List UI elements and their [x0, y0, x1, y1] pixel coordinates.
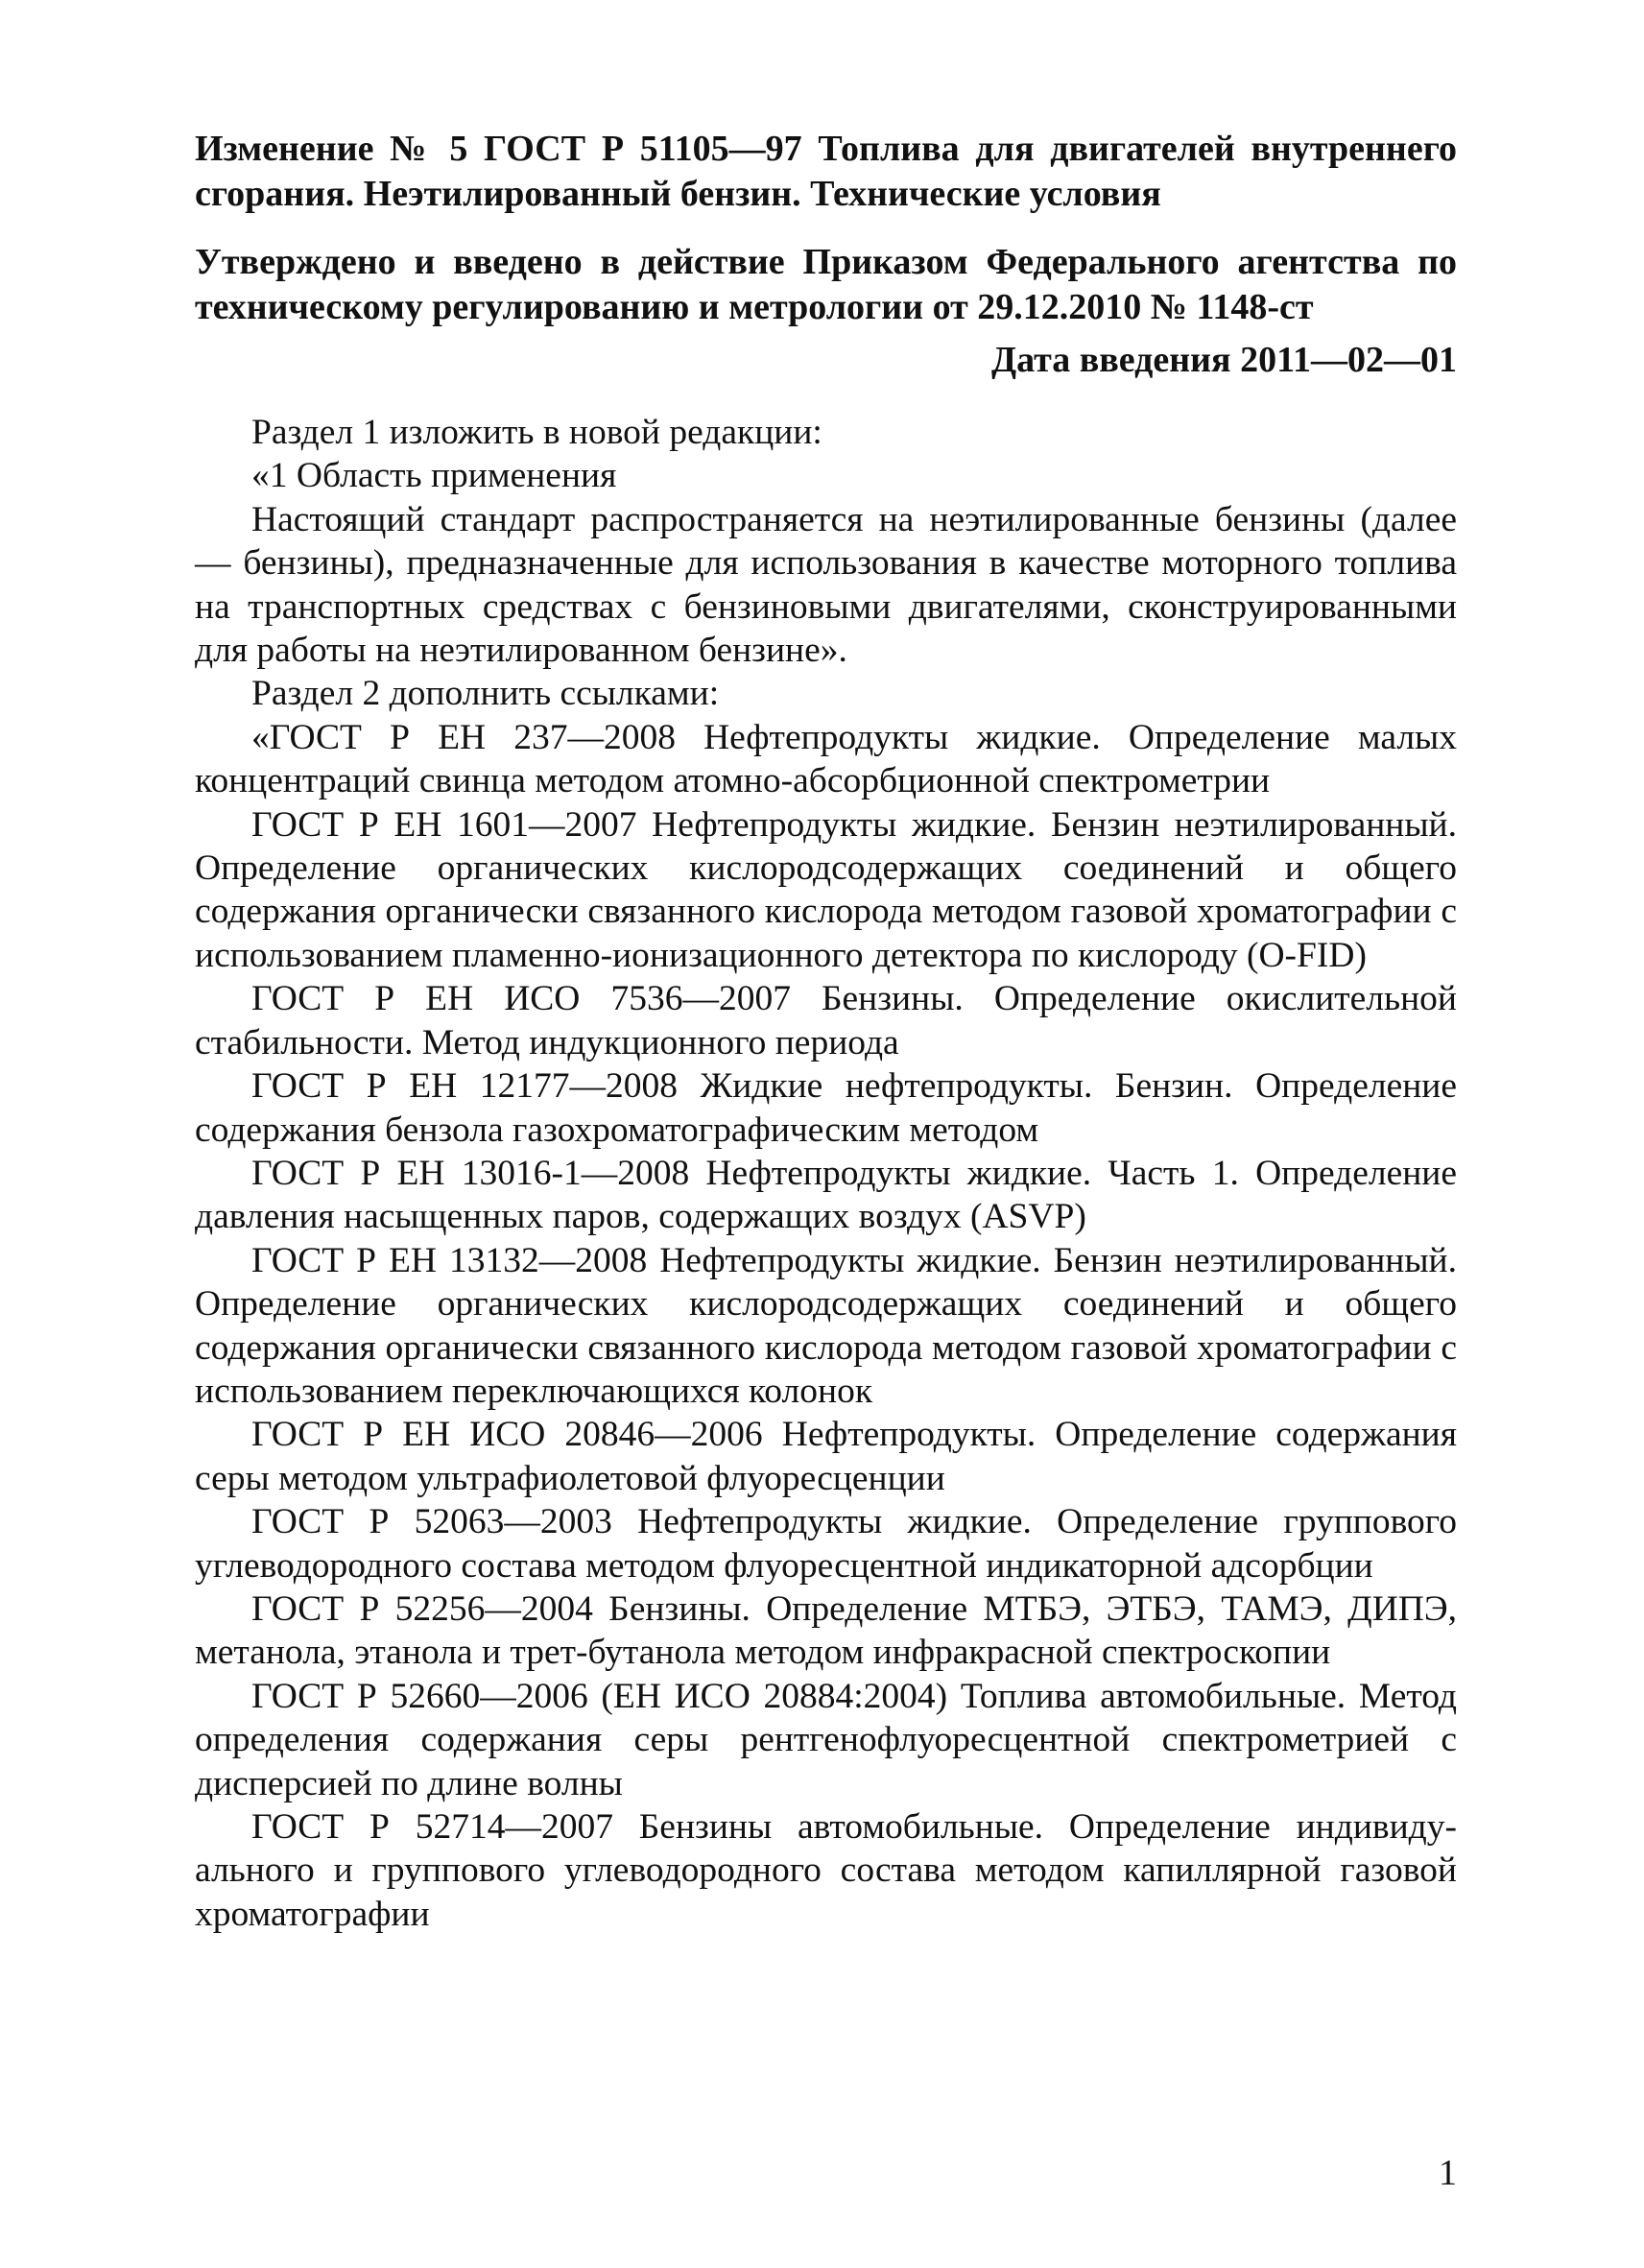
page-number: 1: [1439, 2153, 1457, 2193]
paragraph: «1 Область применения: [251, 456, 617, 496]
reference-item: ГОСТ Р 52660—2006 (ЕН ИСО 20884:2004) Топлива автомобильные. Метод определения содержания серы рентгенофлуоресцентной спектрометрией с дисперсией по длине волны: [195, 1676, 1457, 1803]
reference-item: «ГОСТ Р ЕН 237—2008 Нефтепродукты жидкие. Определение малых концентраций свинца методом атомно-абсорбционной спектрометрии: [195, 717, 1457, 801]
paragraph: Настоящий стандарт распространяется на неэтилированные бензины (далее — бензины), предназначенные для использования в качестве моторного топлива на транспортных средствах с бензиновыми двигателями, сконструированными для работы на неэтилированном бензине».: [195, 499, 1457, 671]
reference-item: ГОСТ Р ЕН 1601—2007 Нефтепродукты жидкие. Бензин неэтилированный. Определение органических кислородсодержащих соединений и общего содержания органически связанного кислорода методом газовой хроматографии с использованием пламенно-ионизационного детектора по кислороду (O-FID): [195, 804, 1457, 975]
reference-item: ГОСТ Р ЕН ИСО 20846—2006 Нефтепродукты. Определение содержания серы методом ультрафиолетовой флуоресценции: [195, 1415, 1457, 1498]
reference-item: ГОСТ Р 52063—2003 Нефтепродукты жидкие. Определение группового углеводородного состава методом флуоресцентной индикаторной адсорбции: [195, 1502, 1457, 1586]
reference-item: ГОСТ Р ЕН 12177—2008 Жидкие нефтепродукты. Бензин. Определение содержания бензола газохроматографическим методом: [195, 1066, 1457, 1150]
effective-date: Дата введения 2011—02—01: [990, 340, 1457, 380]
reference-item: ГОСТ Р ЕН 13132—2008 Нефтепродукты жидкие. Бензин неэтилированный. Определение органических кислородсодержащих соединений и общего содержания органически связанного кислорода методом газовой хроматографии с использованием переключающихся колонок: [195, 1240, 1457, 1411]
reference-item: ГОСТ Р 52256—2004 Бензины. Определение МТБЭ, ЭТБЭ, ТАМЭ, ДИПЭ, метанола, этанола и трет-бутанола методом инфракрасной спектроскопии: [195, 1588, 1457, 1673]
paragraph: Раздел 1 изложить в новой редакции:: [251, 413, 822, 452]
document-header: [195, 127, 1457, 383]
approval-statement: Утверждено и введено в действие Приказом Федерального агентства по техническому регулированию и метрологии от 29.12.2010 № 1148-ст: [195, 242, 1457, 327]
reference-item: ГОСТ Р ЕН 13016-1—2008 Нефтепродукты жидкие. Часть 1. Определение давления насыщенных паров, содержащих воздух (ASVP): [195, 1153, 1457, 1237]
reference-item: ГОСТ Р ЕН ИСО 7536—2007 Бензины. Определение окислительной стабильности. Метод индукционного периода: [195, 979, 1457, 1062]
amendment-title: Изменение № 5 ГОСТ Р 51105—97 Топлива для двигателей внутреннего сгорания. Неэтилированный бензин. Технические условия: [195, 129, 1457, 214]
reference-item: ГОСТ Р 52714—2007 Бензины автомобильные. Определение индивидуального и группового углеводородного состава методом капиллярной газовой хроматографии: [195, 1807, 1457, 1934]
document-body: [195, 411, 1457, 1936]
paragraph: Раздел 2 дополнить ссылками:: [251, 674, 720, 714]
